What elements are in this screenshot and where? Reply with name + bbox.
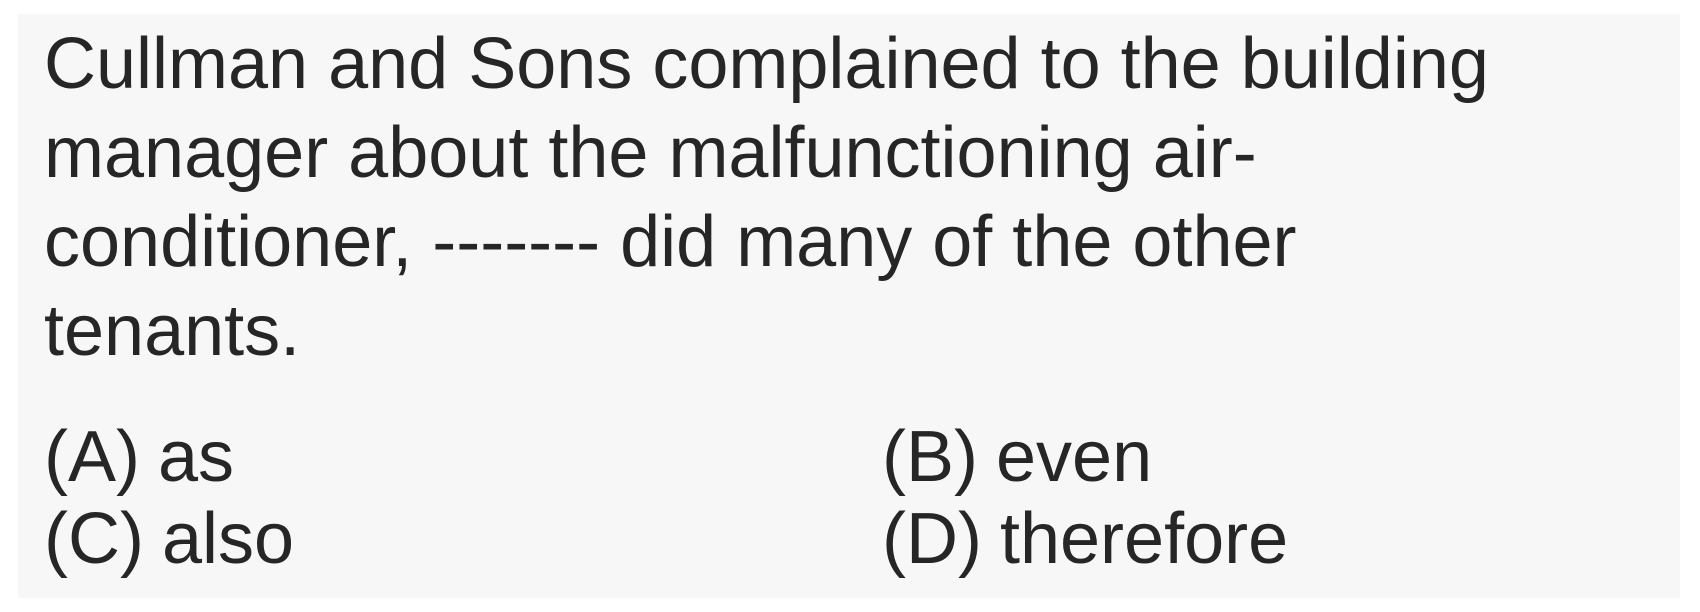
question-line: conditioner, ------- did many of the other [44,202,1297,282]
option-letter: (D) [882,499,982,579]
option-text: therefore [999,499,1289,579]
option-letter: (B) [882,417,978,497]
option-b[interactable] [882,416,1152,498]
question-text [44,20,1644,376]
option-text: even [995,417,1153,497]
question-line: Cullman and Sons complained to the building [44,24,1489,104]
option-text: as [157,417,235,497]
option-d[interactable] [882,498,1288,580]
question-line: tenants. [44,291,301,371]
option-letter: (C) [44,499,144,579]
question-line: manager about the malfunctioning air- [44,113,1257,193]
option-text: also [161,499,295,579]
option-c[interactable] [44,498,294,580]
option-a[interactable] [44,416,234,498]
option-letter: (A) [44,417,140,497]
